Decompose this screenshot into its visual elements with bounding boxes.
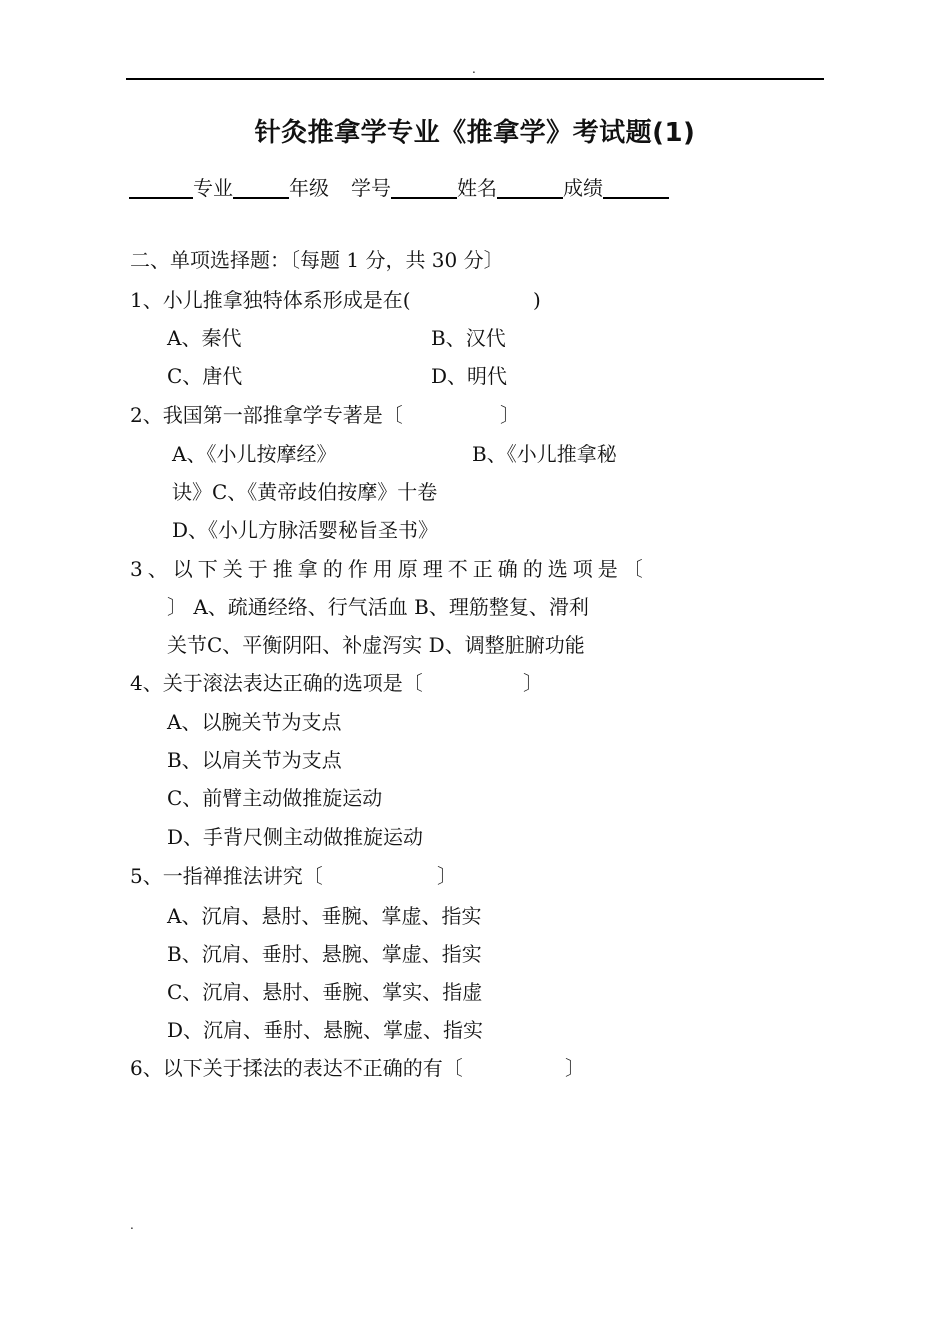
q2-option-d: D、《小儿方脉活婴秘旨圣书》 bbox=[172, 518, 439, 542]
blank-line[interactable] bbox=[233, 177, 289, 199]
q3-line2: 〕 A、疏通经络、行气活血 B、理筋整复、滑利 bbox=[167, 595, 589, 619]
blank-line[interactable] bbox=[129, 177, 193, 199]
label-score: 成绩 bbox=[563, 176, 603, 200]
q6-stem: 6、以下关于揉法的表达不正确的有〔 bbox=[130, 1056, 463, 1080]
q5-option-a: A、沉肩、悬肘、垂腕、掌虚、指实 bbox=[167, 904, 482, 928]
q5-close: 〕 bbox=[437, 864, 457, 888]
q4-option-a: A、以腕关节为支点 bbox=[167, 710, 342, 734]
q1-option-a: A、秦代 bbox=[167, 326, 242, 350]
section-heading: 二、单项选择题：〔每题 1 分，共 30 分〕 bbox=[130, 248, 504, 272]
blank-line[interactable] bbox=[391, 177, 457, 199]
q1-option-c: C、唐代 bbox=[167, 364, 243, 388]
q3-line1: 3、以下关于推拿的作用原理不正确的选项是〔 bbox=[130, 557, 648, 581]
q2-line2: 诀》C、《黄帝歧伯按摩》十卷 bbox=[172, 480, 438, 504]
q2-option-b: B、《小儿推拿秘 bbox=[472, 442, 617, 466]
q4-option-b: B、以肩关节为支点 bbox=[167, 748, 342, 772]
q2-option-a: A、《小儿按摩经》 bbox=[172, 442, 337, 466]
q4-option-c: C、前臂主动做推旋运动 bbox=[167, 786, 383, 810]
label-grade: 年级 bbox=[289, 176, 329, 200]
header-dot: . bbox=[472, 62, 476, 76]
label-name: 姓名 bbox=[457, 176, 497, 200]
q1-option-d: D、明代 bbox=[431, 364, 508, 388]
blank-line[interactable] bbox=[603, 177, 669, 199]
q5-option-d: D、沉肩、垂肘、悬腕、掌虚、指实 bbox=[167, 1018, 484, 1042]
q4-close: 〕 bbox=[523, 671, 543, 695]
q1-option-b: B、汉代 bbox=[431, 326, 506, 350]
page-title: 针灸推拿学专业《推拿学》考试题(1) bbox=[254, 118, 696, 148]
footer-dot: . bbox=[130, 1218, 134, 1232]
q5-stem: 5、一指禅推法讲究〔 bbox=[130, 864, 323, 888]
q4-stem: 4、关于滚法表达正确的选项是〔 bbox=[130, 671, 423, 695]
label-student-id: 学号 bbox=[351, 176, 391, 200]
q5-option-b: B、沉肩、垂肘、悬腕、掌虚、指实 bbox=[167, 942, 482, 966]
q6-close: 〕 bbox=[565, 1056, 585, 1080]
header-rule bbox=[126, 78, 824, 80]
blank-line[interactable] bbox=[497, 177, 563, 199]
q3-line3: 关节C、平衡阴阳、补虚泻实 D、调整脏腑功能 bbox=[167, 633, 585, 657]
q2-close: 〕 bbox=[500, 403, 520, 427]
q5-option-c: C、沉肩、悬肘、垂腕、掌实、指虚 bbox=[167, 980, 483, 1004]
q4-option-d: D、手背尺侧主动做推旋运动 bbox=[167, 825, 424, 849]
label-major: 专业 bbox=[193, 176, 233, 200]
q1-stem: 1、小儿推拿独特体系形成是在( bbox=[130, 288, 411, 312]
q2-stem: 2、我国第一部推拿学专著是〔 bbox=[130, 403, 403, 427]
q1-close: ) bbox=[533, 288, 541, 312]
student-info-line bbox=[129, 172, 669, 201]
